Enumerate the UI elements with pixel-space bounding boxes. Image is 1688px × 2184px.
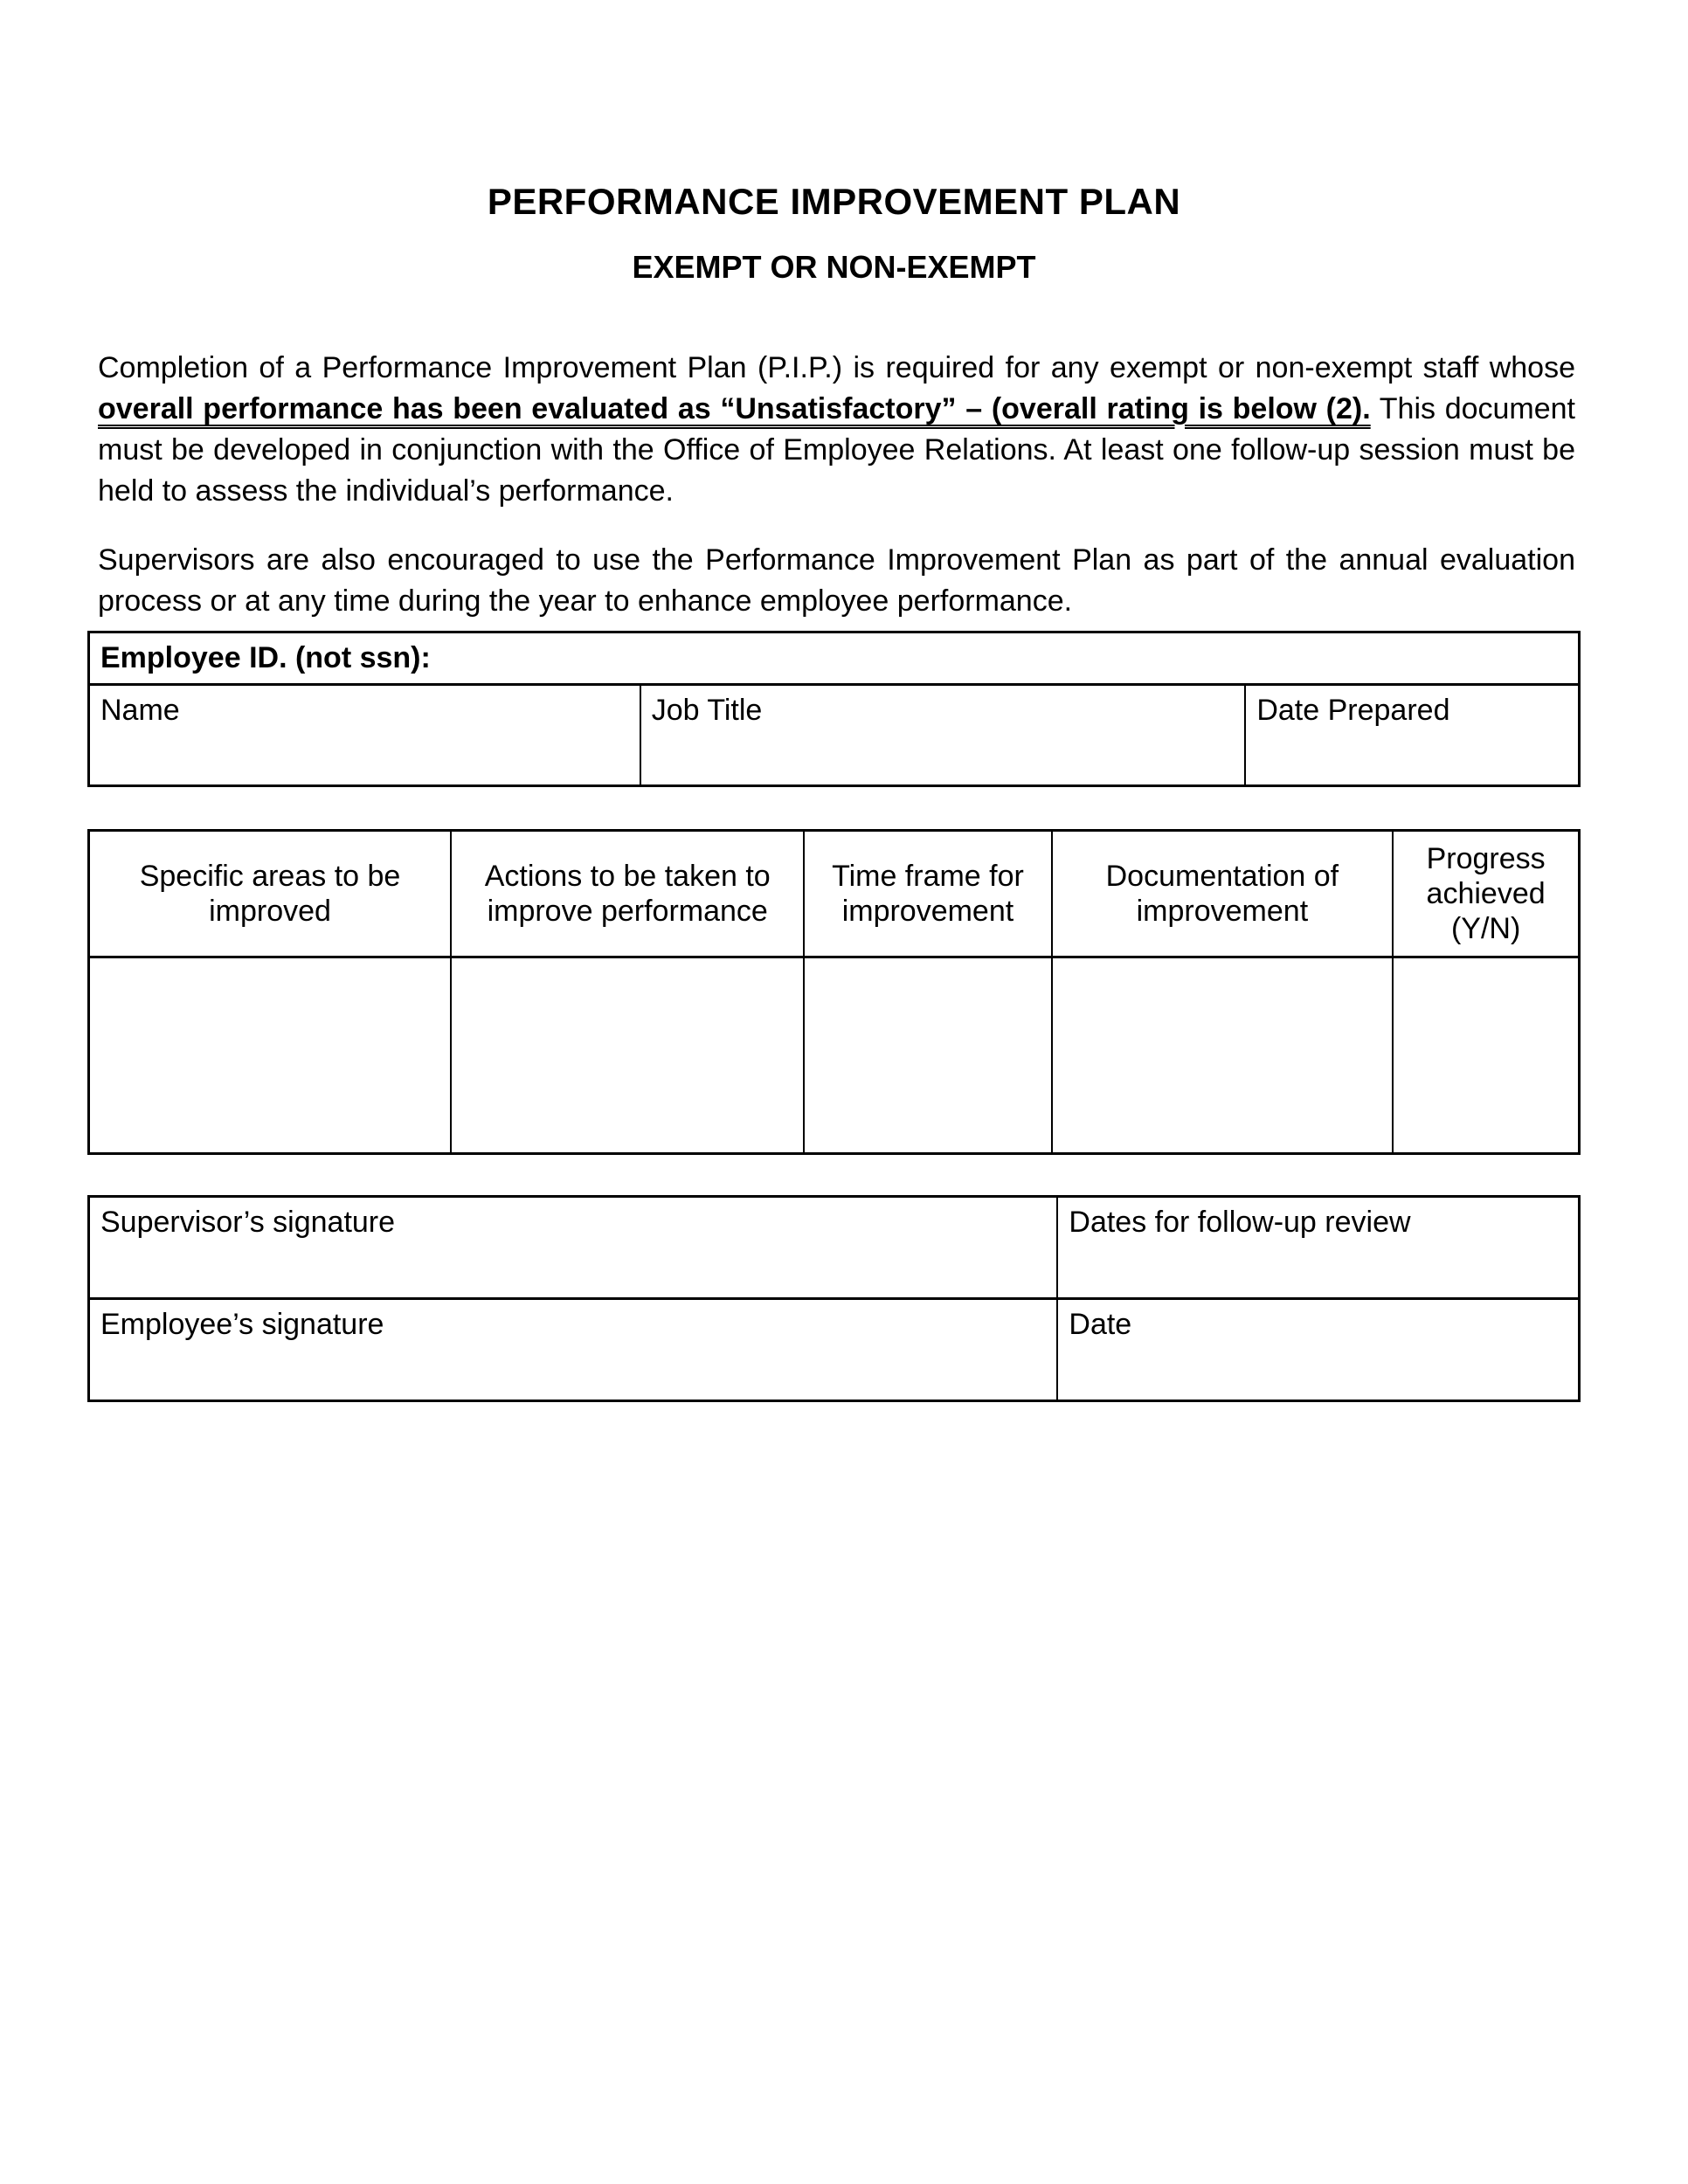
- name-label: Name: [100, 693, 180, 727]
- plan-entry-actions-cell[interactable]: [451, 957, 804, 1153]
- employee-id-field-cell[interactable]: [89, 632, 1580, 684]
- employee-id-label: Employee ID. (not ssn):: [100, 640, 431, 674]
- intro-text-start: Completion of a Performance Improvement Plan (P.I.P.) is required for any exempt or non-exempt staff whose: [98, 350, 1575, 384]
- document-title: PERFORMANCE IMPROVEMENT PLAN: [487, 181, 1181, 222]
- plan-header-actions: Actions to be taken to improve performance: [451, 830, 804, 957]
- date-label: Date: [1069, 1307, 1132, 1341]
- plan-entry-time-frame-cell[interactable]: [804, 957, 1051, 1153]
- supervisors-paragraph: Supervisors are also encouraged to use the Performance Improvement Plan as part of the annual evaluation process or at any time during the year to enhance employee performance.: [98, 543, 1575, 618]
- date-cell[interactable]: [1057, 1298, 1579, 1400]
- name-field-cell[interactable]: [89, 684, 640, 785]
- date-prepared-label: Date Prepared: [1256, 693, 1450, 727]
- supervisor-signature-label: Supervisor’s signature: [100, 1205, 396, 1239]
- followup-review-label: Dates for follow-up review: [1069, 1205, 1411, 1239]
- plan-header-progress: Progress achieved (Y/N): [1393, 830, 1579, 957]
- date-prepared-field-cell[interactable]: [1245, 684, 1579, 785]
- plan-entry-specific-areas-cell[interactable]: [89, 957, 452, 1153]
- document-subtitle: EXEMPT OR NON-EXEMPT: [632, 249, 1036, 286]
- improvement-plan-table: [87, 829, 1581, 1155]
- followup-review-cell[interactable]: [1057, 1196, 1579, 1298]
- supervisor-signature-cell[interactable]: [89, 1196, 1058, 1298]
- emphasized-requirement: overall performance has been evaluated as “Unsatisfactory” – (overall rating is below (2).: [98, 391, 1371, 425]
- plan-entry-documentation-cell[interactable]: [1052, 957, 1394, 1153]
- plan-header-documentation: Documentation of improvement: [1052, 830, 1394, 957]
- intro-text-end: This document must be developed in conjunction with the Office of Employee Relations. At least one follow-up session must be held to assess the individual’s performance.: [98, 391, 1576, 508]
- employee-info-table: [87, 631, 1581, 787]
- employee-signature-cell[interactable]: [89, 1298, 1058, 1400]
- signature-table: [87, 1195, 1581, 1402]
- job-title-label: Job Title: [651, 693, 763, 727]
- intro-paragraph: [98, 348, 1575, 512]
- plan-header-specific-areas: Specific areas to be improved: [89, 830, 452, 957]
- employee-signature-label: Employee’s signature: [100, 1307, 384, 1341]
- job-title-field-cell[interactable]: [640, 684, 1246, 785]
- plan-entry-progress-cell[interactable]: [1393, 957, 1579, 1153]
- plan-header-time-frame: Time frame for improvement: [804, 830, 1051, 957]
